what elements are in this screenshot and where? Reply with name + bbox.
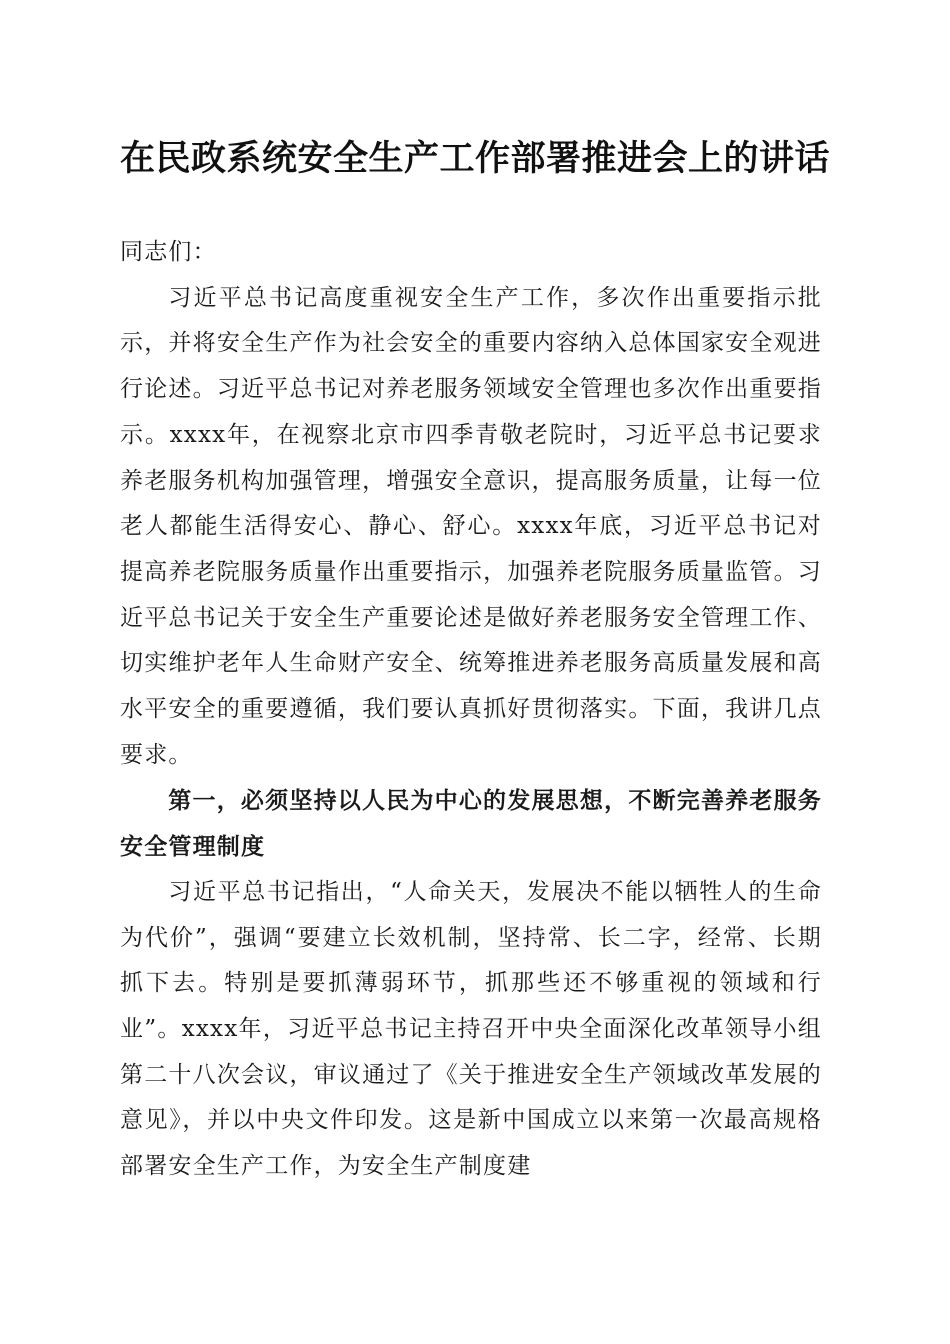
salutation: 同志们： xyxy=(120,239,217,265)
paragraph-section-one: 习近平总书记指出，“人命关天，发展决不能以牺牲人的生命为代价”，强调“要建立长效机制，坚持常、长二字，经常、长期抓下去。特别是要抓薄弱环节，抓那些还不够重视的领域和行业”。xxxx年，习近平总书记主持召开中央全面深化改革领导小组第二十八次会议，审议通过了《关于推进安全生产领域改革发展的意见》，并以中央文件印发。这是新中国成立以来第一次最高规格部署安全生产工作，为安全生产制度建 xyxy=(120,878,822,1180)
document-body xyxy=(120,230,822,1190)
section-heading-first: 第一，必须坚持以人民为中心的发展思想，不断完善养老服务安全管理制度 xyxy=(120,787,822,861)
document-title: 在民政系统安全生产工作部署推进会上的讲话 xyxy=(119,138,830,179)
paragraph-intro: 习近平总书记高度重视安全生产工作，多次作出重要指示批示，并将安全生产作为社会安全的重要内容纳入总体国家安全观进行论述。习近平总书记对养老服务领域安全管理也多次作出重要指示。xxxx年，在视察北京市四季青敬老院时，习近平总书记要求养老服务机构加强管理，增强安全意识，提高服务质量，让每一位老人都能生活得安心、静心、舒心。xxxx年底，习近平总书记对提高养老院服务质量作出重要指示，加强养老院服务质量监管。习近平总书记关于安全生产重要论述是做好养老服务安全管理工作、切实维护老年人生命财产安全、统筹推进养老服务高质量发展和高水平安全的重要遵循，我们要认真抓好贯彻落实。下面，我讲几点要求。 xyxy=(120,284,822,768)
